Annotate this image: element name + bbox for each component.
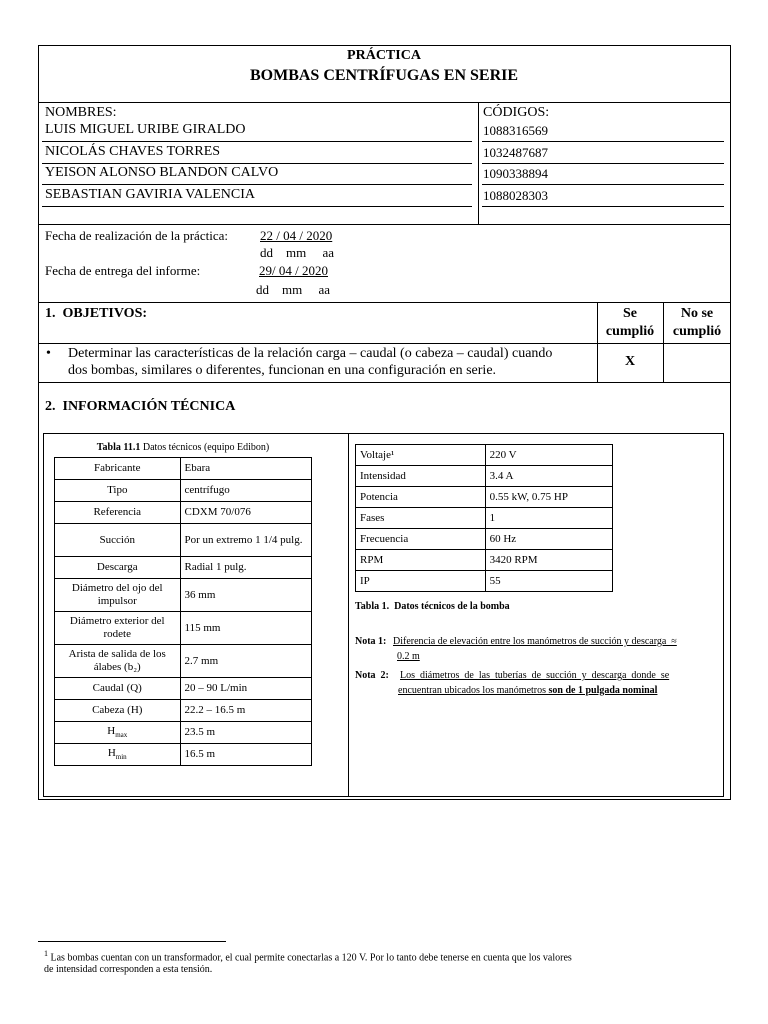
table-cell: Succión xyxy=(55,524,181,557)
col-notdone-header: No se xyxy=(680,306,714,321)
footnote-text: $^1$ Las bombas cuentan con un transformador, el cual permite conectarlas a 120 V. Por lo tanto debe tenerse en cuenta que los valores xyxy=(44,949,572,964)
page-title: BOMBAS CENTRÍFUGAS EN SERIE xyxy=(249,67,519,84)
table-cell: IP xyxy=(356,571,486,592)
table-row xyxy=(55,458,312,480)
table-cell: 2.7 mm xyxy=(180,645,311,678)
table2 xyxy=(355,444,613,592)
delivery-date-label: Fecha de entrega del informe: xyxy=(45,263,201,278)
student-code: 1032487687 xyxy=(483,145,548,160)
names-label: NOMBRES: xyxy=(45,105,117,120)
student-name: NICOLÁS CHAVES TORRES xyxy=(45,144,221,159)
table-cell: Arista de salida de los álabes (b₂) xyxy=(55,645,181,678)
student-name: YEISON ALONSO BLANDON CALVO xyxy=(45,165,279,180)
note2-text: Los diámetros de las tuberías de succión y descarga donde se xyxy=(400,670,670,681)
table-cell: Radial 1 pulg. xyxy=(180,557,311,579)
table-cell: Diámetro exterior del rodete xyxy=(55,612,181,645)
note2-label: Nota 2: xyxy=(355,670,389,681)
student-name: SEBASTIAN GAVIRIA VALENCIA xyxy=(45,187,256,202)
table-cell: 0.55 kW, 0.75 HP xyxy=(485,487,612,508)
table-row xyxy=(55,502,312,524)
table-cell: $H_{max}$ xyxy=(55,722,181,744)
codes-label: CÓDIGOS: xyxy=(483,105,550,120)
col-notdone-header: cumplió xyxy=(672,324,722,339)
table-cell: Ebara xyxy=(180,458,311,480)
realization-date-label: Fecha de realización de la práctica: xyxy=(45,228,228,243)
practice-label: PRÁCTICA xyxy=(347,48,421,63)
date-format-hint: dd mm aa xyxy=(260,245,335,260)
table-row xyxy=(356,445,613,466)
table-cell: Referencia xyxy=(55,502,181,524)
table-cell: Potencia xyxy=(356,487,486,508)
table-row xyxy=(356,508,613,529)
delivery-date: 29/ 04 / 2020 xyxy=(259,263,328,278)
student-code: 1090338894 xyxy=(483,166,548,181)
table-cell: Caudal (Q) xyxy=(55,678,181,700)
table-cell: 220 V xyxy=(485,445,612,466)
note2-text: encuentran ubicados los manómetros son de 1 pulgada nominal xyxy=(398,685,658,696)
table-cell: 55 xyxy=(485,571,612,592)
table-cell: 60 Hz xyxy=(485,529,612,550)
footnote-separator xyxy=(38,941,226,942)
table-row xyxy=(356,550,613,571)
table-row xyxy=(55,744,312,766)
table-cell: Descarga xyxy=(55,557,181,579)
table2-caption: Tabla 1. Datos técnicos de la bomba xyxy=(355,601,510,612)
student-name: LUIS MIGUEL URIBE GIRALDO xyxy=(45,122,246,137)
table-cell: Fases xyxy=(356,508,486,529)
col-done-header: cumplió xyxy=(605,324,655,339)
table-cell: Voltaje¹ xyxy=(356,445,486,466)
objective-text: dos bombas, similares o diferentes, funcionan en una configuración en serie. xyxy=(68,363,497,378)
note1-text: Diferencia de elevación entre los manómetros de succión y descarga ≈ xyxy=(393,636,677,647)
objectives-heading: 1. OBJETIVOS: xyxy=(45,306,148,321)
table-row xyxy=(55,645,312,678)
table-cell: 115 mm xyxy=(180,612,311,645)
date-format-hint: dd mm aa xyxy=(256,282,331,297)
table-row xyxy=(55,480,312,502)
table-row xyxy=(356,571,613,592)
note1-label: Nota 1: xyxy=(355,636,387,647)
footnote-text: de intensidad corresponden a esta tensión. xyxy=(44,964,213,975)
table-row xyxy=(55,700,312,722)
table1-caption: Tabla 11.1 Datos técnicos (equipo Edibon) xyxy=(96,442,270,453)
col-done-header: Se xyxy=(623,306,637,321)
table-row xyxy=(55,722,312,744)
table-cell: 3420 RPM xyxy=(485,550,612,571)
table-cell: 3.4 A xyxy=(485,466,612,487)
table-cell: 22.2 – 16.5 m xyxy=(180,700,311,722)
table-cell: CDXM 70/076 xyxy=(180,502,311,524)
table1 xyxy=(54,457,312,766)
table-cell: Diámetro del ojo del impulsor xyxy=(55,579,181,612)
table-cell: 20 – 90 L/min xyxy=(180,678,311,700)
table-cell: centrífugo xyxy=(180,480,311,502)
table-cell: 36 mm xyxy=(180,579,311,612)
table-cell: Frecuencia xyxy=(356,529,486,550)
student-code: 1088028303 xyxy=(483,188,548,203)
table-cell: 1 xyxy=(485,508,612,529)
table-row xyxy=(55,579,312,612)
table-cell: Fabricante xyxy=(55,458,181,480)
table-row xyxy=(356,466,613,487)
note1-text: 0.2 m xyxy=(397,651,420,662)
bullet: • xyxy=(46,346,51,361)
table-row xyxy=(356,529,613,550)
table-cell: RPM xyxy=(356,550,486,571)
table-row xyxy=(356,487,613,508)
student-code: 1088316569 xyxy=(483,123,548,138)
realization-date: 22 / 04 / 2020 xyxy=(260,228,333,243)
table-row xyxy=(55,557,312,579)
table-cell: $H_{min}$ xyxy=(55,744,181,766)
done-mark: X xyxy=(624,354,636,369)
table-cell: Tipo xyxy=(55,480,181,502)
table-cell: Intensidad xyxy=(356,466,486,487)
technical-heading: 2. INFORMACIÓN TÉCNICA xyxy=(45,399,236,414)
table-cell: 23.5 m xyxy=(180,722,311,744)
table-cell: 16.5 m xyxy=(180,744,311,766)
table-row xyxy=(55,612,312,645)
table-row xyxy=(55,524,312,557)
table-cell: Por un extremo 1 1/4 pulg. xyxy=(180,524,311,557)
table-cell: Cabeza (H) xyxy=(55,700,181,722)
objective-text: Determinar las características de la relación carga – caudal (o cabeza – caudal) cuando xyxy=(68,346,553,361)
table-row xyxy=(55,678,312,700)
